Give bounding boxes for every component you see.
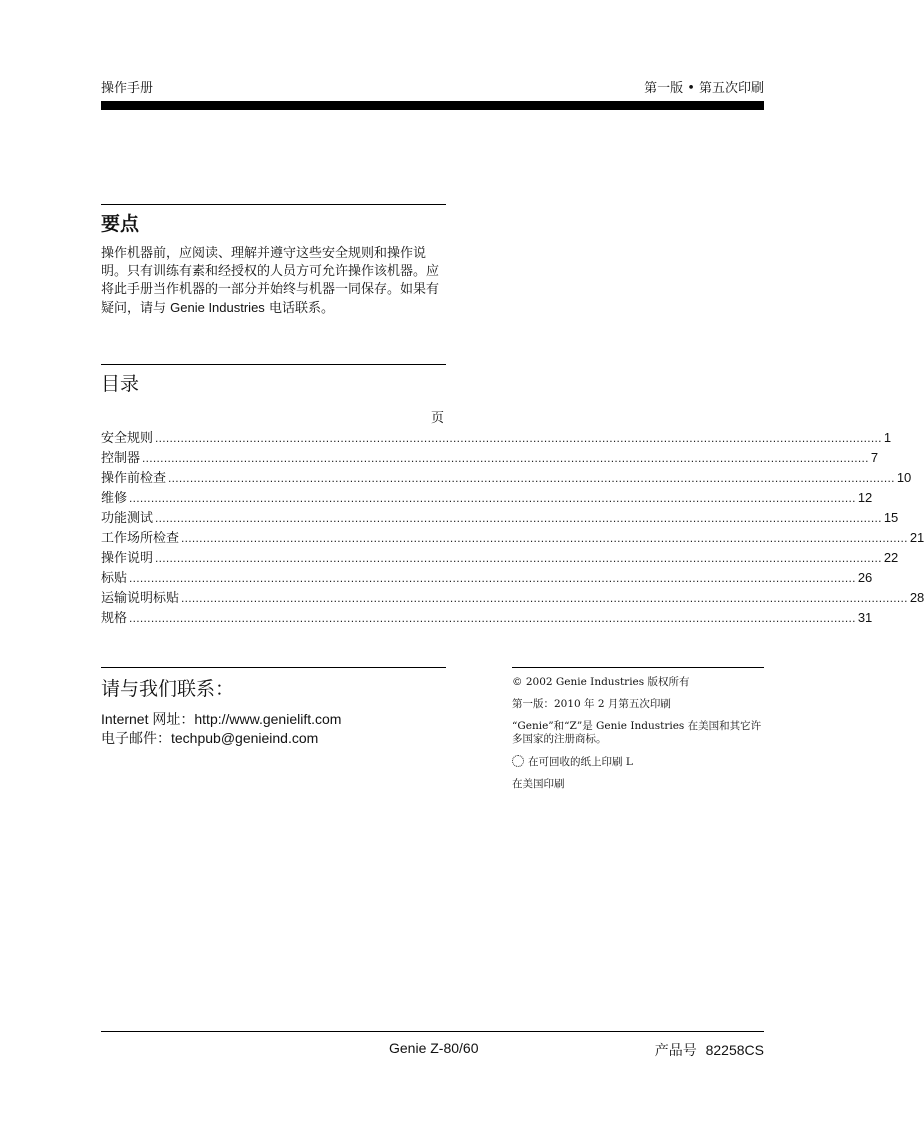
toc-leader-dots: ........................................................................................................................................................................................................ xyxy=(129,491,856,505)
footer-model: Genie Z-80/60 xyxy=(389,1040,479,1056)
legal-rule xyxy=(512,667,764,668)
header-manual-title: 操作手册 xyxy=(101,81,154,96)
recycled-text: 在可回收的纸上印刷 L xyxy=(528,756,633,768)
toc-entry[interactable] xyxy=(101,547,899,567)
toc-leader-dots: ........................................................................................................................................................................................................ xyxy=(155,431,882,445)
toc-entry[interactable] xyxy=(101,427,892,447)
toc-leader-dots: ........................................................................................................................................................................................................ xyxy=(181,531,908,545)
recycle-icon xyxy=(512,755,524,767)
footer-part-label: 产品号 xyxy=(654,1043,697,1059)
toc-rule xyxy=(101,364,446,365)
email-link[interactable]: techpub@genieind.com xyxy=(171,730,319,746)
toc-title: 目录 xyxy=(101,373,140,395)
toc-entry-page: 21 xyxy=(909,530,924,545)
legal-block xyxy=(512,676,764,800)
contact-internet xyxy=(101,710,341,729)
toc-entry-page: 28 xyxy=(909,590,924,605)
toc-entry[interactable] xyxy=(101,607,873,627)
toc-leader-dots: ........................................................................................................................................................................................................ xyxy=(129,571,856,585)
important-title: 要点 xyxy=(101,213,140,235)
toc-leader-dots: ........................................................................................................................................................................................................ xyxy=(155,511,882,525)
toc-page-label: 页 xyxy=(431,411,445,426)
edition-line: 第一版：2010 年 2 月第五次印刷 xyxy=(512,698,671,710)
trademark-line: “Genie”和“Z”是 Genie Industries 在美国和其它许多国家的注册商标。 xyxy=(512,720,762,745)
toc-entry-page: 1 xyxy=(883,430,892,445)
toc-list xyxy=(101,427,924,627)
header-bar xyxy=(101,101,764,110)
toc-entry[interactable] xyxy=(101,507,899,527)
important-body xyxy=(101,245,447,318)
toc-leader-dots: ........................................................................................................................................................................................................ xyxy=(142,451,869,465)
toc-entry-page: 10 xyxy=(896,470,912,485)
toc-entry[interactable] xyxy=(101,587,924,607)
toc-entry-title: 规格 xyxy=(101,611,128,626)
footer-part-number: 82258CS xyxy=(705,1042,764,1058)
toc-entry-page: 31 xyxy=(857,610,873,625)
toc-entry-title: 操作说明 xyxy=(101,551,154,566)
important-body-end: 电话联系。 xyxy=(264,301,334,316)
toc-entry-title: 标贴 xyxy=(101,571,128,586)
toc-entry[interactable] xyxy=(101,567,873,587)
header-edition: 第一版 • 第五次印刷 xyxy=(644,81,764,96)
toc-leader-dots: ........................................................................................................................................................................................................ xyxy=(129,611,856,625)
printed-line: 在美国印刷 xyxy=(512,778,565,790)
toc-entry-page: 22 xyxy=(883,550,899,565)
toc-entry-page: 15 xyxy=(883,510,899,525)
toc-entry-title: 控制器 xyxy=(101,451,141,466)
contact-email xyxy=(101,729,341,748)
recycled-line xyxy=(512,755,764,769)
important-body-text: 操作机器前，应阅读、理解并遵守这些安全规则和操作说明。只有训练有素和经授权的人员方可允许操作该机器。应将此手册当作机器的一部分并始终与机器一同保存。如果有疑问，请与 xyxy=(101,246,440,316)
contact-title: 请与我们联系： xyxy=(101,678,235,700)
email-label: 电子邮件： xyxy=(101,731,171,747)
contact-rule xyxy=(101,667,446,668)
internet-link[interactable]: http://www.genielift.com xyxy=(194,711,342,727)
toc-entry-title: 功能测试 xyxy=(101,511,154,526)
toc-leader-dots: ........................................................................................................................................................................................................ xyxy=(181,591,908,605)
toc-entry[interactable] xyxy=(101,487,873,507)
toc-entry[interactable] xyxy=(101,467,912,487)
contact-lines xyxy=(101,710,341,748)
internet-label: Internet 网址： xyxy=(101,711,195,727)
copyright-line: © 2002 Genie Industries 版权所有 xyxy=(512,676,690,688)
toc-entry-title: 安全规则 xyxy=(101,431,154,446)
toc-entry-page: 26 xyxy=(857,570,873,585)
important-rule xyxy=(101,204,446,205)
toc-entry-title: 操作前检查 xyxy=(101,471,167,486)
footer-rule xyxy=(101,1031,764,1032)
footer-part xyxy=(655,1040,764,1060)
toc-entry-page: 12 xyxy=(857,490,873,505)
toc-entry-title: 运输说明标贴 xyxy=(101,591,180,606)
important-company: Genie Industries xyxy=(170,300,265,315)
toc-leader-dots: ........................................................................................................................................................................................................ xyxy=(168,471,895,485)
toc-entry-title: 维修 xyxy=(101,491,128,506)
toc-entry-page: 7 xyxy=(870,450,879,465)
toc-leader-dots: ........................................................................................................................................................................................................ xyxy=(155,551,882,565)
toc-entry-title: 工作场所检查 xyxy=(101,531,180,546)
toc-entry[interactable] xyxy=(101,447,879,467)
toc-entry[interactable] xyxy=(101,527,924,547)
